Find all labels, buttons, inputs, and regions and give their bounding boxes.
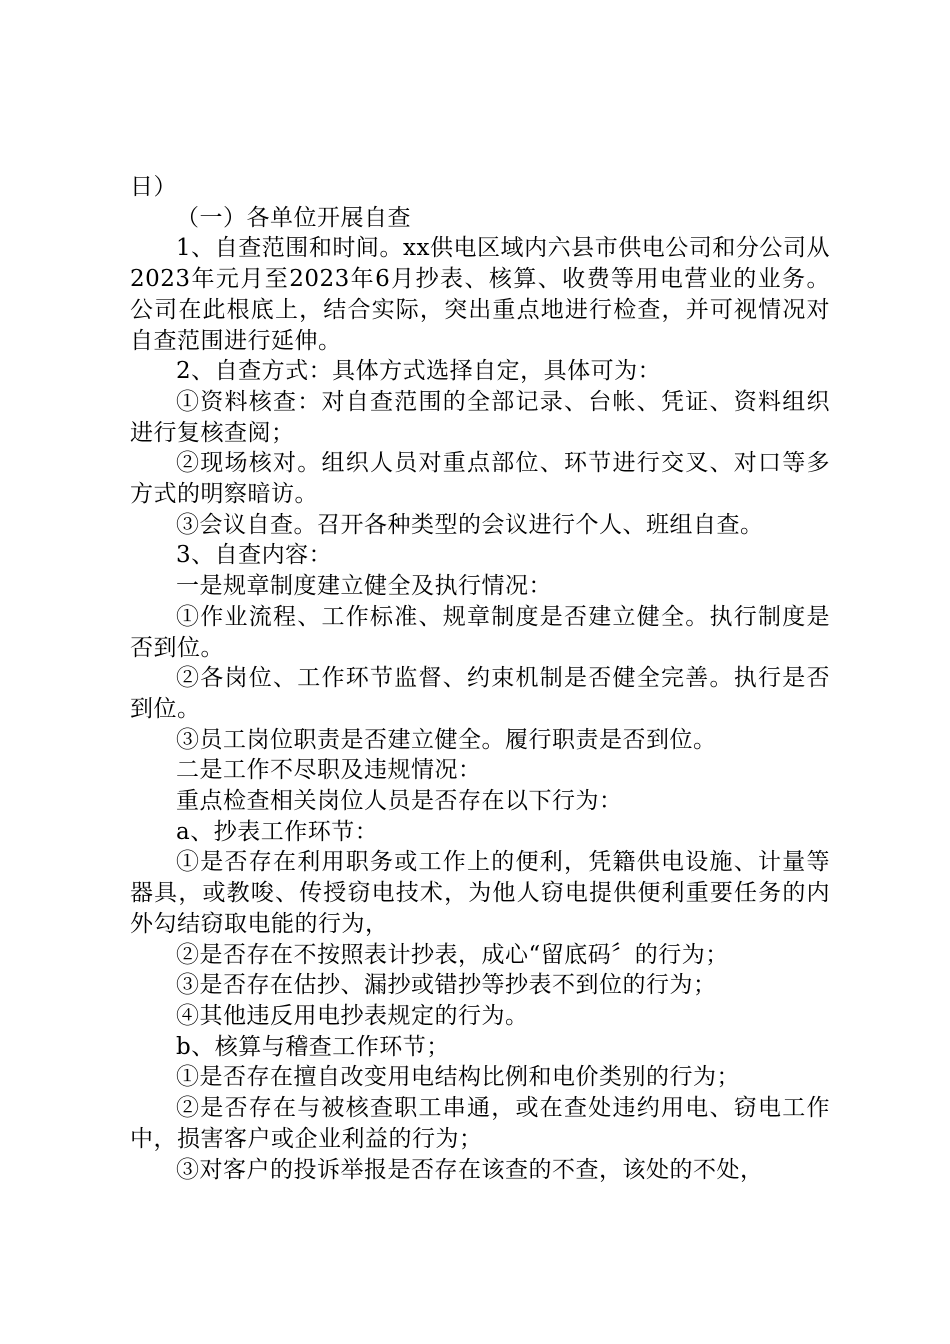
paragraph-scope-and-time: 1、自查范围和时间。xx供电区域内六县市供电公司和分公司从2023年元月至2023年6月抄表、核算、收费等用电营业的业务。公司在此根底上，结合实际，突出重点地进行检查，并可视情况对自查范围进行延伸。 [130, 235, 830, 354]
list-item-supervision: ②各岗位、工作环节监督、约束机制是否健全完善。执行是否到位。 [130, 665, 830, 722]
list-item-workflow: ①作业流程、工作标准、规章制度是否建立健全。执行制度是否到位。 [130, 603, 830, 661]
list-item-collusion: ①是否存在利用职务或工作上的便利，凭籍供电设施、计量等器具，或教唆、传授窃电技术，为他人窃电提供便利重要任务的内外勾结窃取电能的行为， [130, 849, 830, 937]
list-item-estimate-reading: ③是否存在估抄、漏抄或错抄等抄表不到位的行为； [176, 972, 717, 999]
list-item-complaints: ③对客户的投诉举报是否存在该查的不查，该处的不处， [176, 1156, 764, 1183]
subheading-accounting-audit: b、核算与稽查工作环节； [176, 1033, 450, 1060]
paragraph-key-check: 重点检查相关岗位人员是否存在以下行为： [176, 788, 623, 815]
list-item-meeting-check: ③会议自查。召开各种类型的会议进行个人、班组自查。 [176, 511, 764, 538]
document-body [130, 172, 830, 1185]
list-item-collusion-audit: ②是否存在与被核查职工串通，或在查处违约用电、窃电工作中，损害客户或企业利益的行为； [130, 1095, 830, 1152]
list-item-duties: ③员工岗位职责是否建立健全。履行职责是否到位。 [176, 726, 717, 753]
paragraph-check-method: 2、自查方式：具体方式选择自定，具体可为： [176, 358, 662, 385]
list-item-other-violations: ④其他违反用电抄表规定的行为。 [176, 1002, 529, 1029]
subheading-meter-reading: a、抄表工作环节： [176, 818, 379, 845]
list-item-onsite-check: ②现场核对。组织人员对重点部位、环节进行交叉、对口等多方式的明察暗访。 [130, 450, 830, 508]
section-heading-self-check: （一）各单位开展自查 [176, 204, 411, 231]
list-item-tariff-change: ①是否存在擅自改变用电结构比例和电价类别的行为； [176, 1064, 740, 1091]
paragraph-check-content: 3、自查内容： [176, 542, 333, 569]
list-item-base-code: ②是否存在不按照表计抄表，成心“留底码〞的行为； [176, 941, 729, 968]
paragraph-continuation: 日） [130, 174, 177, 200]
paragraph-violations-heading: 二是工作不尽职及违规情况： [176, 757, 482, 784]
list-item-data-review: ①资料核查：对自查范围的全部记录、台帐、凭证、资料组织进行复核查阅； [130, 388, 830, 446]
paragraph-rules-heading: 一是规章制度建立健全及执行情况： [176, 573, 552, 600]
